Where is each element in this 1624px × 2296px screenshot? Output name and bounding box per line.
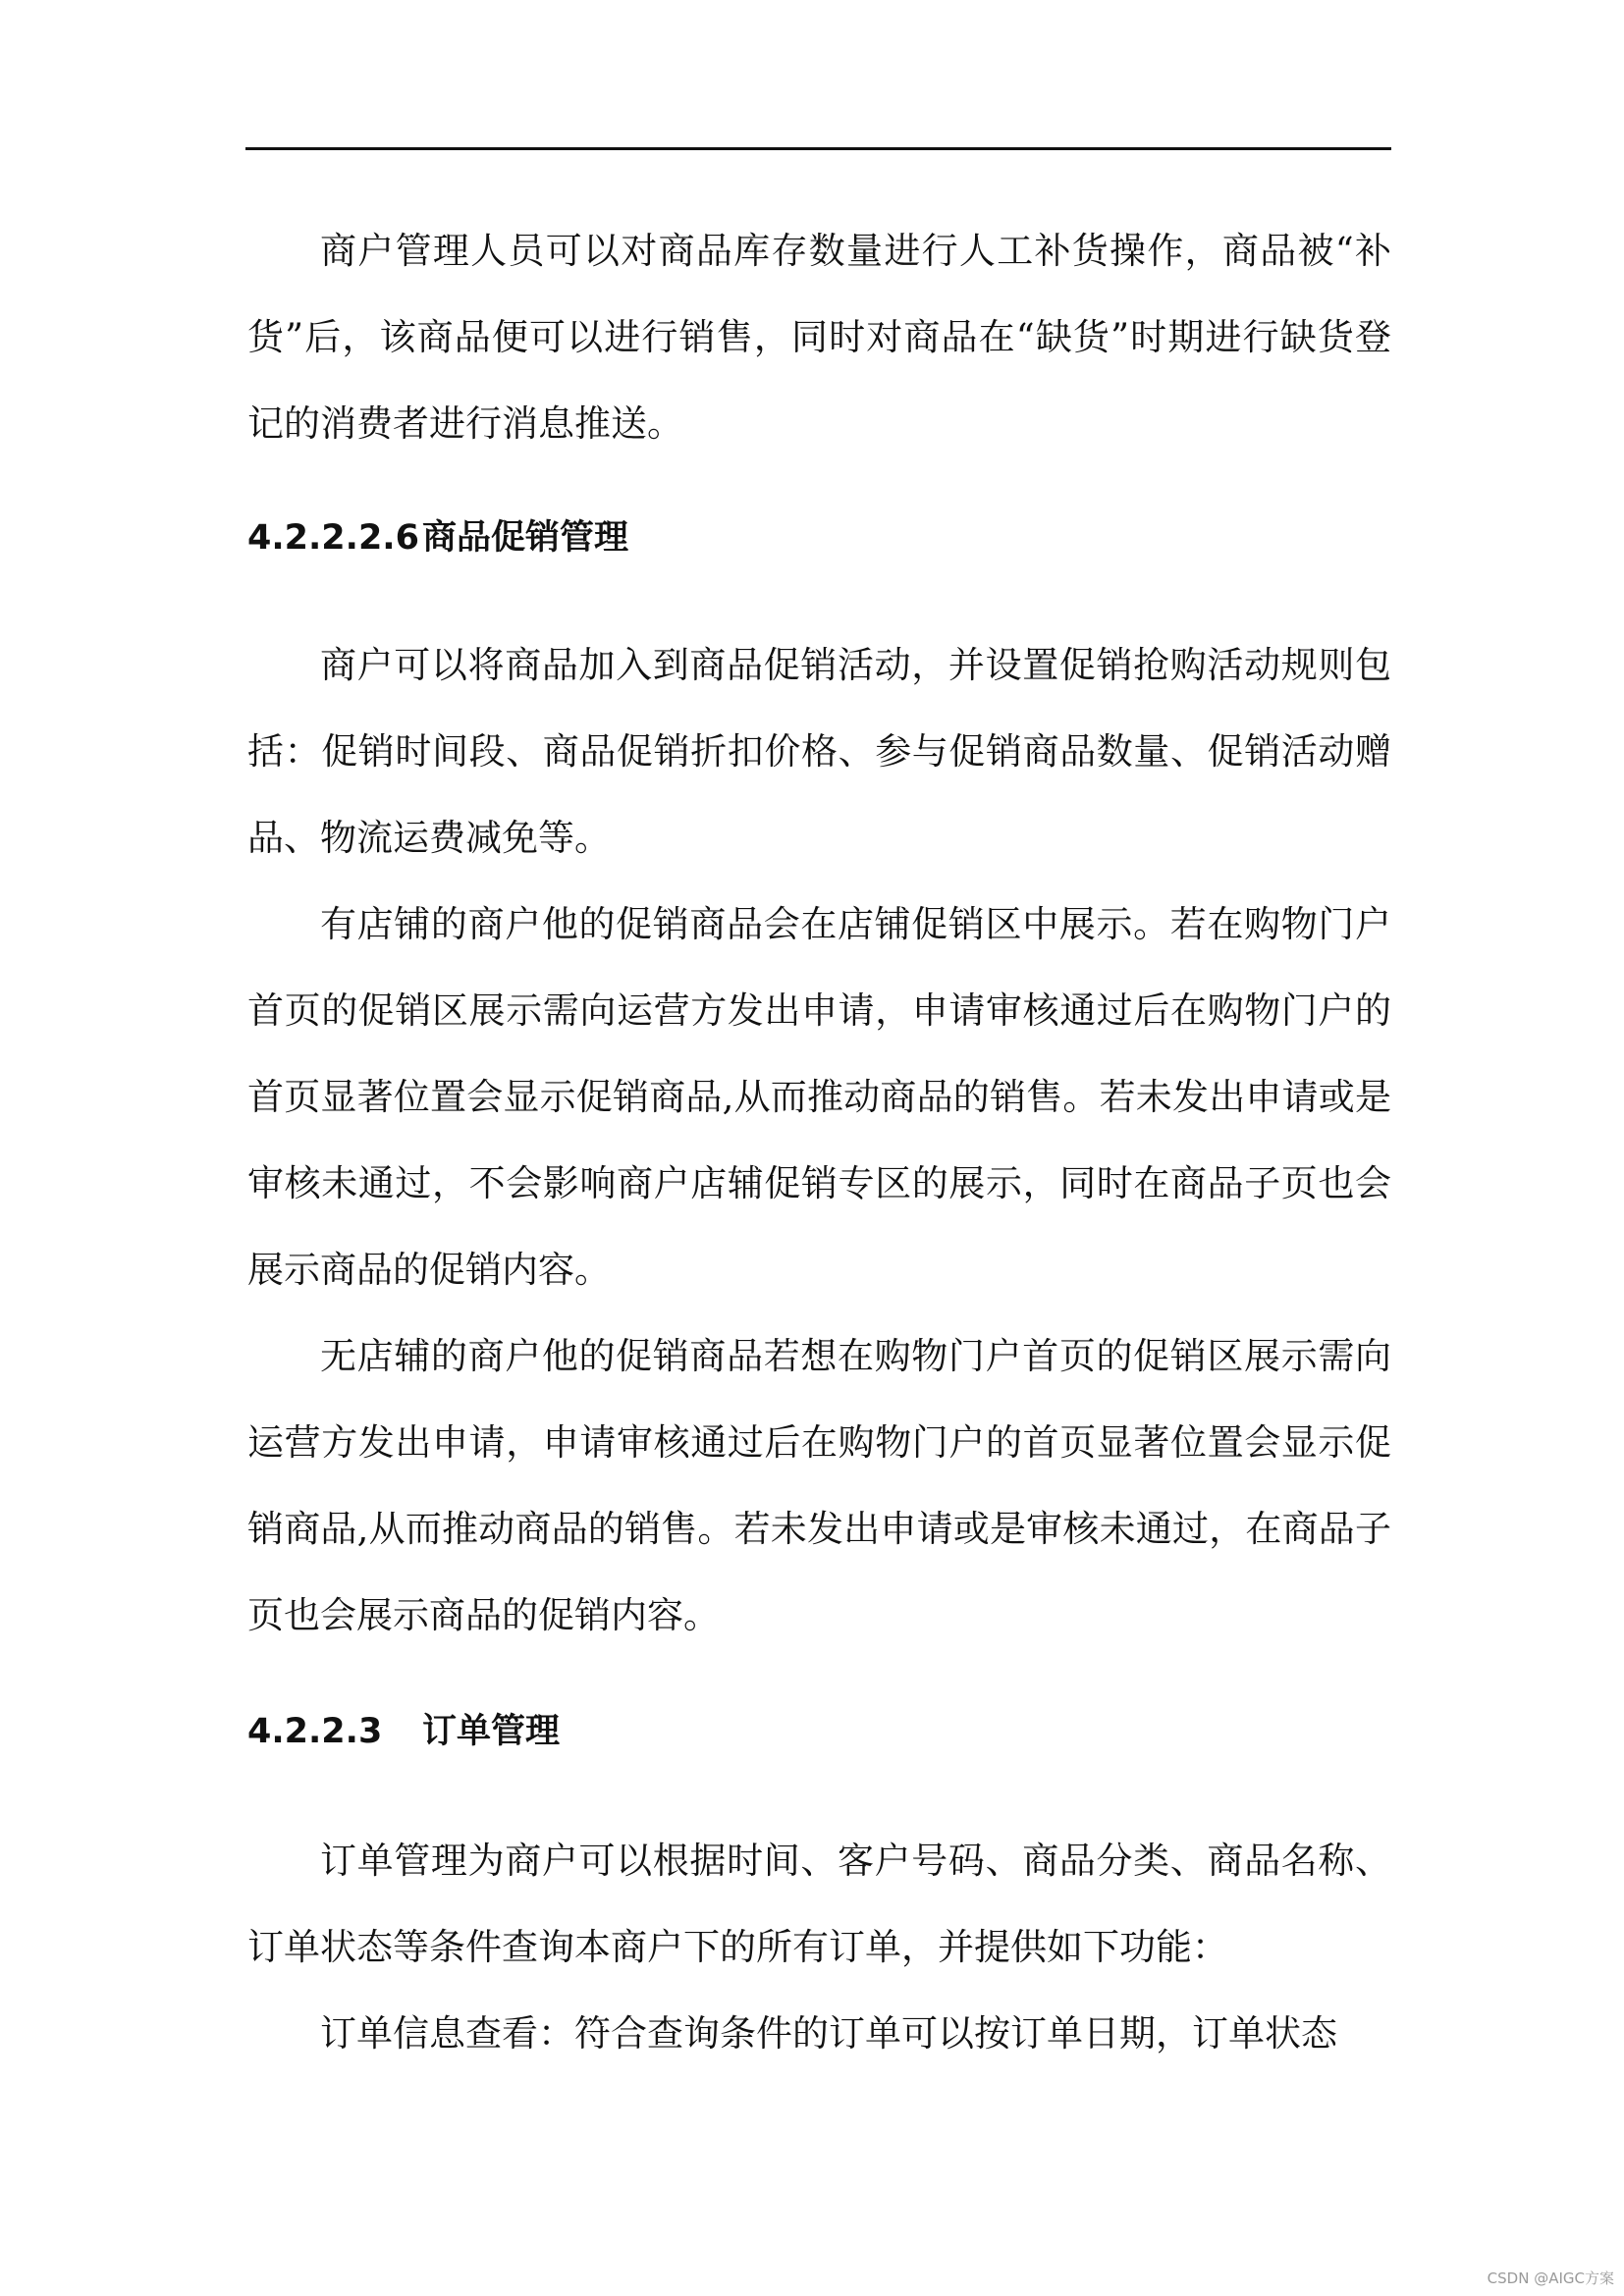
section-heading-order: [247, 1688, 1391, 1775]
section-number: 4.2.2.2.6: [247, 518, 419, 558]
paragraph-no-shop-merchant: 无店辅的商户他的促销商品若想在购物门户首页的促销区展示需向运营方发出申请，申请审核通过后在购物门户的首页显著位置会显示促销商品,从而推动商品的销售。若未发出申请或是审核未通过，在商品子页也会展示商品的促销内容。: [247, 1335, 1391, 1636]
paragraph-order-query: 订单管理为商户可以根据时间、客户号码、商品分类、商品名称、订单状态等条件查询本商户下的所有订单，并提供如下功能：: [247, 1840, 1391, 1968]
paragraph-shop-merchant: 有店铺的商户他的促销商品会在店铺促销区中展示。若在购物门户首页的促销区展示需向运营方发出申请，申请审核通过后在购物门户的首页显著位置会显示促销商品,从而推动商品的销售。若未发出申请或是审核未通过，不会影响商户店辅促销专区的展示，同时在商品子页也会展示商品的促销内容。: [247, 903, 1391, 1291]
section-title: 订单管理: [422, 1712, 561, 1751]
section-number: 4.2.2.3: [247, 1712, 383, 1751]
document-body: [247, 208, 1391, 2077]
header-rule: [245, 147, 1391, 150]
paragraph-restock: 商户管理人员可以对商品库存数量进行人工补货操作，商品被“补货”后，该商品便可以进行销售，同时对商品在“缺货”时期进行缺货登记的消费者进行消息推送。: [247, 230, 1391, 445]
paragraph-order-view: 订单信息查看：符合查询条件的订单可以按订单日期，订单状态: [320, 2012, 1337, 2055]
section-title: 商品促销管理: [422, 518, 629, 558]
section-heading-promotion: [247, 495, 1391, 581]
paragraph-promotion-rules: 商户可以将商品加入到商品促销活动，并设置促销抢购活动规则包括：促销时间段、商品促销折扣价格、参与促销商品数量、促销活动赠品、物流运费减免等。: [247, 644, 1391, 859]
watermark: CSDN @AIGC方案: [1487, 2269, 1614, 2287]
